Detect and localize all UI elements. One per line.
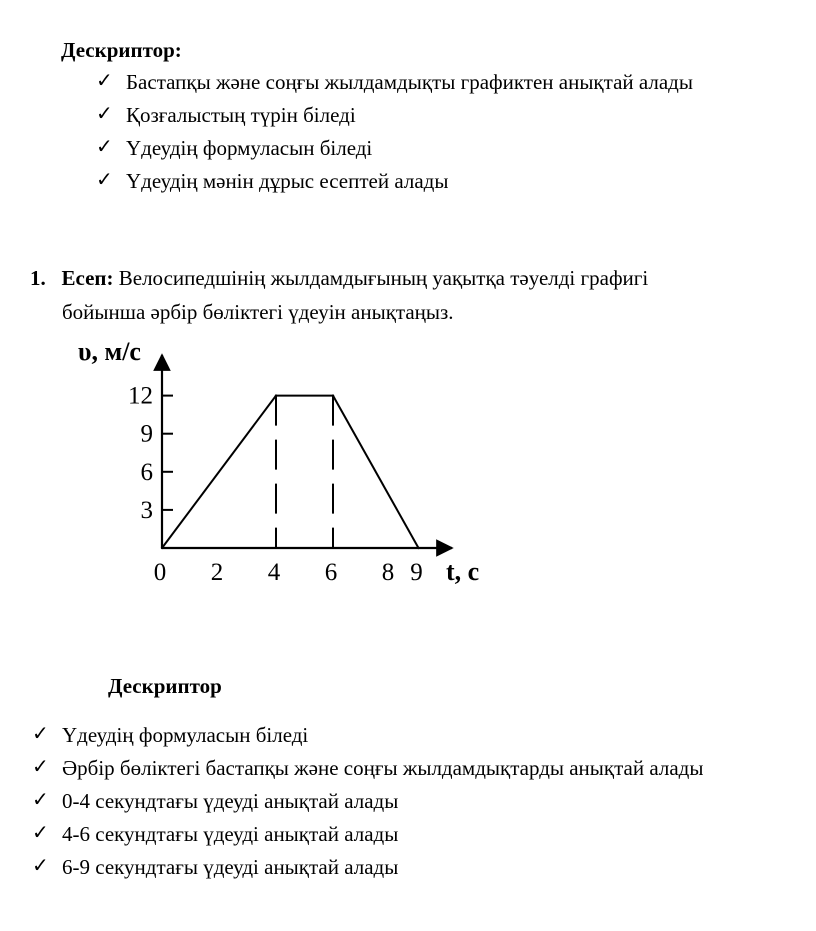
check-icon: ✓ [32,820,49,844]
descriptor-item: Қозғалыстың түрін біледі [126,103,356,127]
descriptor2-item: Үдеудің формуласын біледі [62,723,309,747]
check-icon: ✓ [32,721,49,745]
velocity-time-chart [0,330,520,600]
descriptor-item: Үдеудің мәнін дұрыс есептей алады [126,169,449,193]
task-number: 1. [30,266,46,290]
x-tick-label: 0 [153,559,167,586]
x-tick-label: 8 [381,559,395,586]
task-text-line2: бойынша әрбір бөліктегі үдеуін анықтаңыз. [62,300,454,324]
descriptor2-item: 0-4 секундтағы үдеуді анықтай алады [62,789,399,813]
x-tick-label: 6 [324,559,338,586]
check-icon: ✓ [32,787,49,811]
descriptor2-item: 4-6 секундтағы үдеуді анықтай алады [62,822,399,846]
check-icon: ✓ [32,754,49,778]
data-point [161,547,163,549]
descriptor2-item: Әрбір бөліктегі бастапқы және соңғы жылдамдықтарды анықтай алады [62,756,704,780]
data-point [417,547,419,549]
descriptor-title: Дескриптор: [61,38,182,62]
check-icon: ✓ [32,853,49,877]
y-axis-label: υ, м/с [78,337,141,366]
y-tick-label: 6 [140,458,153,486]
x-tick-label: 9 [410,559,423,586]
y-tick-label: 12 [128,382,153,410]
check-icon: ✓ [96,101,113,125]
task-label: Есеп: [61,266,114,290]
descriptor-item: Бастапқы және соңғы жылдамдықты графиктен анықтай алады [126,70,693,94]
task-text-line1: Велосипедшінің жылдамдығының уақытқа тәуелді графигі [118,266,649,290]
data-point [332,394,334,396]
x-tick-label: 4 [267,559,281,586]
y-tick-label: 9 [140,420,153,448]
task-statement [30,262,648,295]
check-icon: ✓ [96,134,113,158]
velocity-segment [333,396,419,548]
y-tick-label: 3 [140,496,153,524]
descriptor-item: Үдеудің формуласын біледі [126,136,373,160]
descriptor2-item: 6-9 секундтағы үдеуді анықтай алады [62,855,399,879]
descriptor2-title: Дескриптор [108,674,222,698]
x-tick-label: 2 [210,559,224,586]
x-axis-label: t, с [446,557,480,586]
check-icon: ✓ [96,68,113,92]
check-icon: ✓ [96,167,113,191]
data-point [275,394,277,396]
velocity-segment [162,396,276,548]
